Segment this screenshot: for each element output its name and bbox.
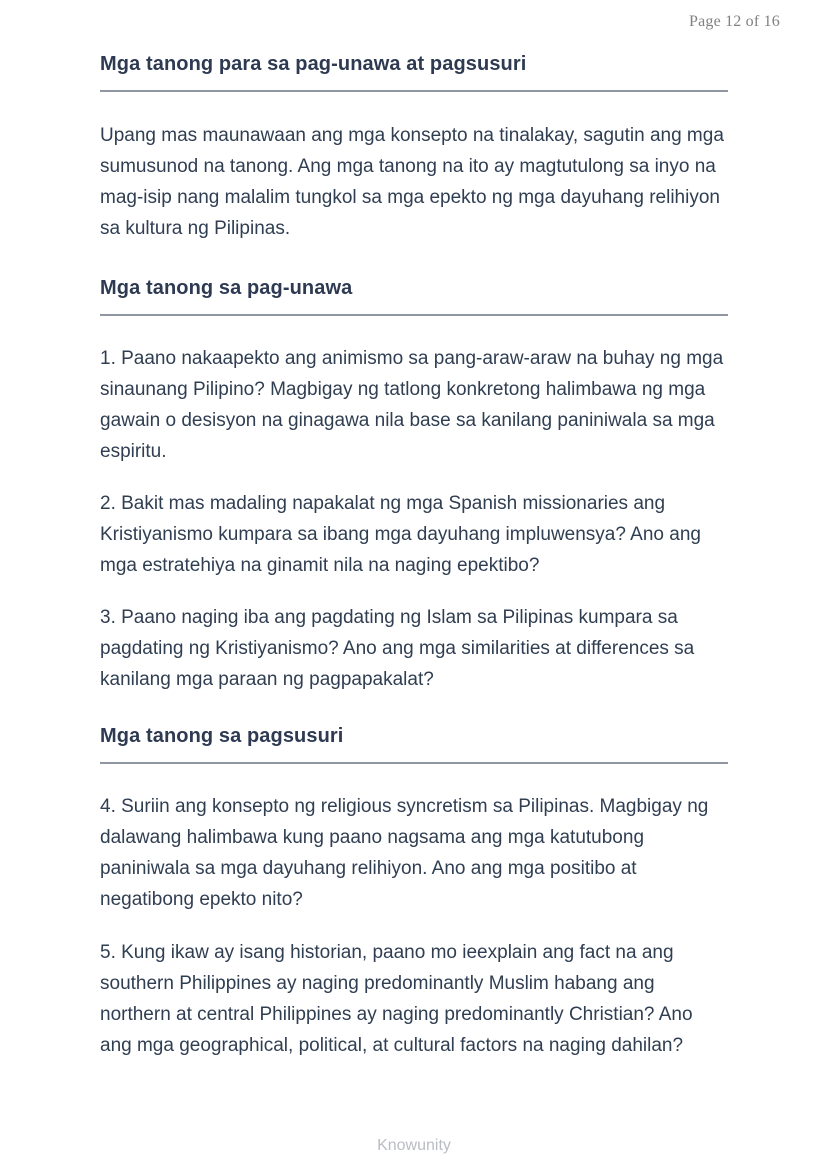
section-heading-pag-unawa: Mga tanong sa pag-unawa (100, 277, 353, 299)
intro-paragraph: Upang mas maunawaan ang mga konsepto na tinalakay, sagutin ang mga sumusunod na tanong. Ang mga tanong na ito ay magtutulong sa inyo na mag-isip nang malalim tungkol sa mga epekto ng mga dayuhang relihiyon sa kultura ng Pilipinas. (100, 125, 724, 239)
question-item-1: 1. Paano nakaapekto ang animismo sa pang-araw-araw na buhay ng mga sinaunang Pilipino? Magbigay ng tatlong konkretong halimbawa ng mga gawain o desisyon na ginagawa nila base sa kanilang paniniwala sa mga espiritu. (100, 348, 724, 462)
heading-rule (100, 90, 728, 92)
question-item-4: 4. Suriin ang konsepto ng religious syncretism sa Pilipinas. Magbigay ng dalawang halimbawa kung paano nagsama ang mga katutubong paniniwala sa mga dayuhang relihiyon. Ano ang mga positibo at negatibong epekto nito? (100, 796, 709, 910)
heading-rule (100, 762, 728, 764)
heading-rule (100, 314, 728, 316)
footer-brand: Knowunity (377, 1137, 451, 1154)
section-heading-pagsusuri: Mga tanong sa pagsusuri (100, 725, 344, 747)
document-content (100, 0, 728, 1061)
question-item-2: 2. Bakit mas madaling napakalat ng mga Spanish missionaries ang Kristiyanismo kumpara sa ibang mga dayuhang impluwensya? Ano ang mga estratehiya na ginamit nila na naging epektibo? (100, 493, 701, 576)
main-heading: Mga tanong para sa pag-unawa at pagsusuri (100, 53, 527, 75)
question-item-3: 3. Paano naging iba ang pagdating ng Islam sa Pilipinas kumpara sa pagdating ng Kristiyanismo? Ano ang mga similarities at differences sa kanilang mga paraan ng pagpapakalat? (100, 607, 695, 690)
question-item-5: 5. Kung ikaw ay isang historian, paano mo ieexplain ang fact na ang southern Philippines ay naging predominantly Muslim habang ang northern at central Philippines ay naging predominantly Christian? Ano ang mga geographical, political, at cultural factors na naging dahilan? (100, 942, 693, 1056)
page-number: Page 12 of 16 (688, 13, 780, 30)
